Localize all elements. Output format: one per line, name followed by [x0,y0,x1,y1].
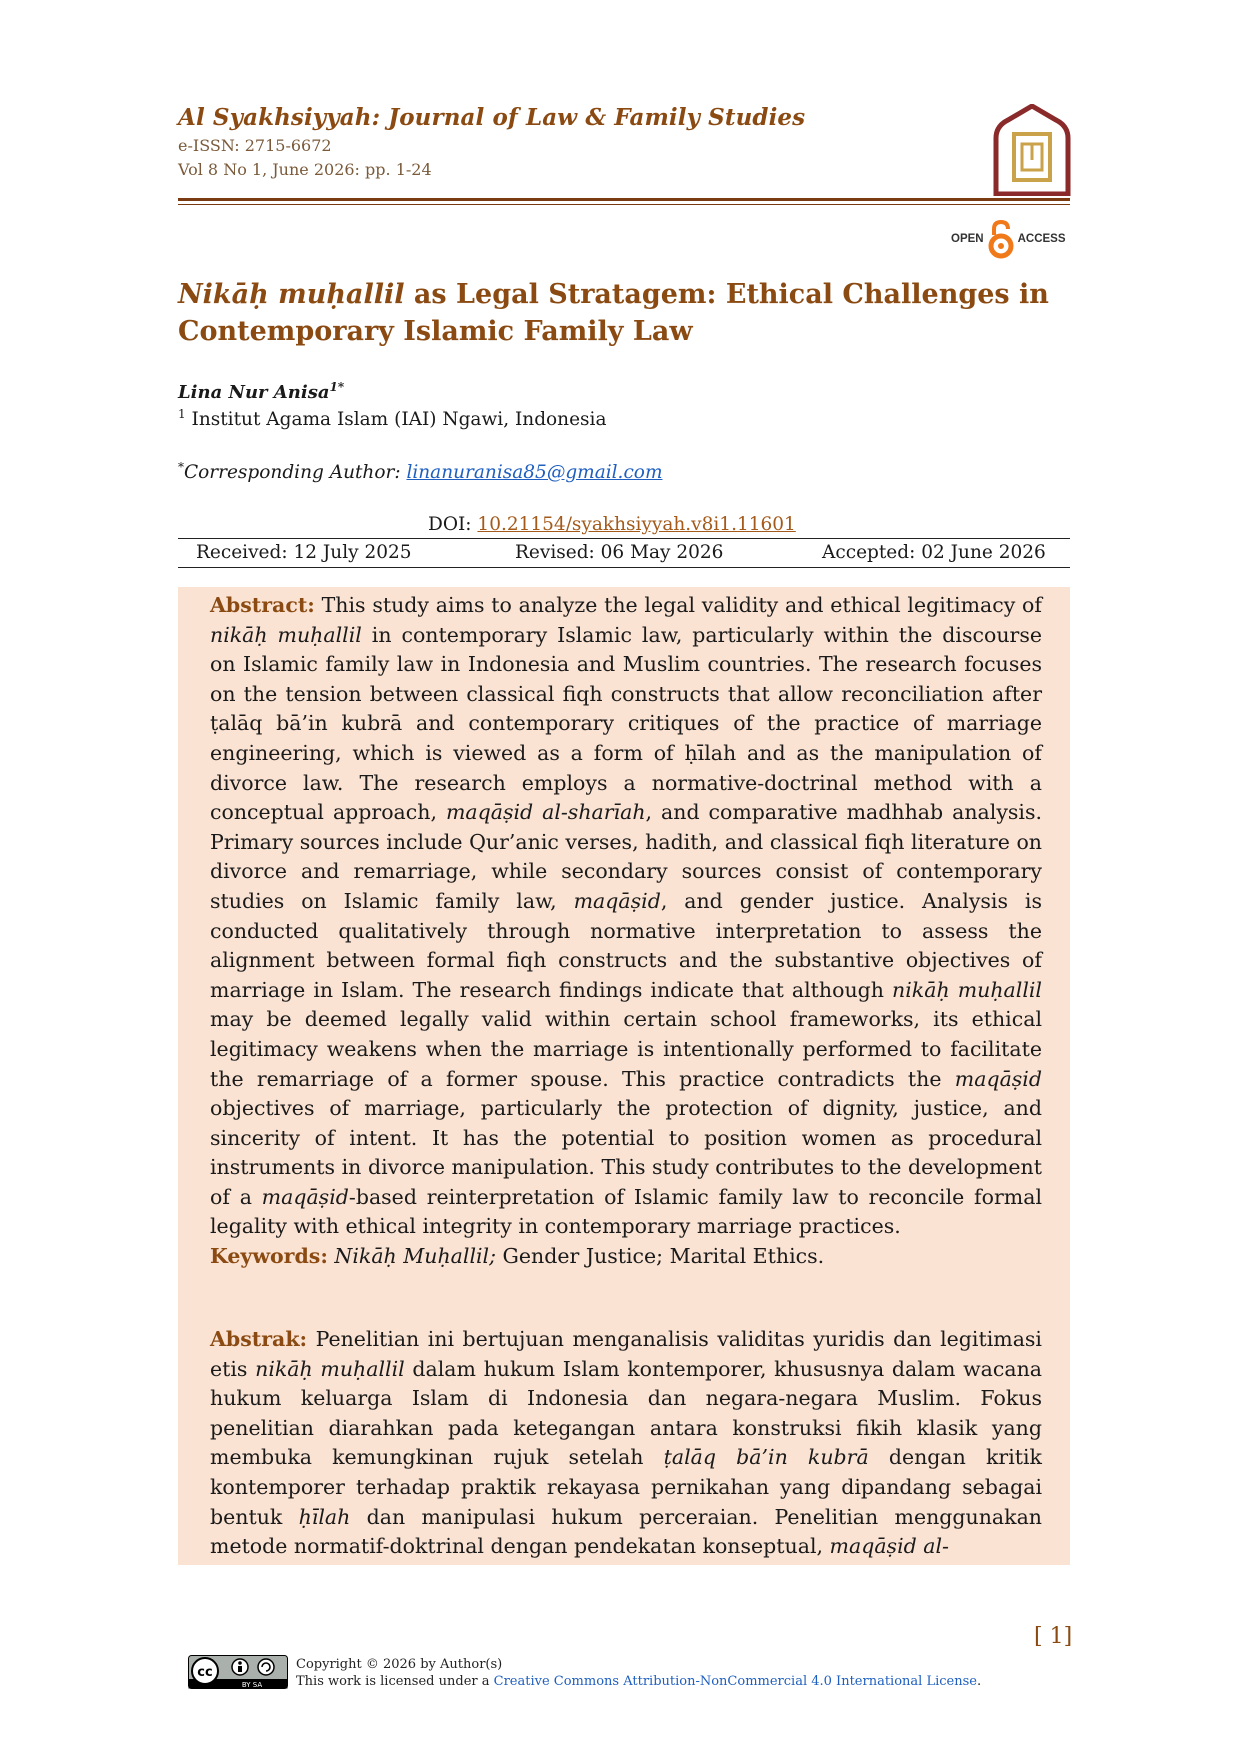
journal-title: Al Syakhsiyyah: Journal of Law & Family Studies [178,104,806,131]
keywords: Keywords: Nikāḥ Muḥallil; Gender Justice; Marital Ethics. [210,1244,825,1269]
corr-email-link[interactable]: linanuranisa85@gmail.com [406,462,663,484]
abstract-id: Abstrak: Penelitian ini bertujuan menganalisis validitas yuridis dan legitimasi etis nikāḥ muḥallil dalam hukum Islam kontemporer, khususnya dalam wacana hukum keluarga Islam di Indonesia dan negara-negara Muslim. Fokus penelitian diarahkan pada ketegangan antara konstruksi fikih klasik yang membuka kemungkinan rujuk setelah ṭalāq bā’in kubrā dengan kritik kontemporer terhadap praktik rekayasa pernikahan yang dipandang sebagai bentuk ḥīlah dan manipulasi hukum perceraian. Penelitian menggunakan metode normatif-doktrinal dengan pendekatan konseptual, maqāṣid al- [210,1327,1043,1559]
svg-text:cc: cc [197,1665,213,1680]
journal-volume: Vol 8 No 1, June 2026: pp. 1-24 [178,160,432,179]
abstract-label: Abstract: [210,593,315,617]
header-rule [178,198,1070,201]
title-line2: Contemporary Islamic Family Law [178,316,693,347]
article-title [178,276,1078,350]
affiliation: $^1$ Institut Agama Islam (IAI) Ngawi, Indonesia [178,407,607,431]
doi-line: DOI: 10.21154/syakhsiyyah.v8i1.11601 [428,514,796,535]
journal-logo-icon [992,104,1072,196]
copyright-notice [296,1656,981,1690]
dates-rule-bottom [178,567,1070,568]
header-rule-thin [178,204,1070,205]
open-access-left: OPEN [951,233,984,245]
cc-badge-text: BY SA [241,1681,263,1689]
license-line: This work is licensed under a Creative Commons Attribution-NonCommercial 4.0 International License. [296,1674,982,1689]
author-name: Lina Nur Anisa$^{1*}$ [178,380,345,403]
doi-link[interactable]: 10.21154/syakhsiyyah.v8i1.11601 [477,514,796,535]
abstrak-label: Abstrak: [210,1327,308,1351]
corresponding-author: *Corresponding Author: linanuranisa85@gmail.com [178,460,663,484]
date-accepted: Accepted: 02 June 2026 [822,542,1046,563]
dates-rule-top [178,538,1070,539]
title-italic: Nikāḥ muḥallil [178,279,405,310]
abstract-en: Abstract: This study aims to analyze the legal validity and ethical legitimacy of nikāḥ muḥallil in contemporary Islamic law, particularly within the discourse on Islamic family law in Indonesia and Muslim countries. The research focuses on the tension between classical fiqh constructs that allow reconciliation after ṭalāq bā’in kubrā and contemporary critiques of the practice of marriage engineering, which is viewed as a form of ḥīlah and as the manipulation of divorce law. The research employs a normative-doctrinal method with a conceptual approach, maqāṣid al-sharīah, and comparative madhhab analysis. Primary sources include Qur’anic verses, hadith, and classical fiqh literature on divorce and remarriage, while secondary sources consist of contemporary studies on Islamic family law, maqāṣid, and gender justice. Analysis is conducted qualitatively through normative interpretation to assess the alignment between formal fiqh constructs and the substantive objectives of marriage in Islam. The research findings indicate that although nikāḥ muḥallil may be deemed legally valid within certain school frameworks, its ethical legitimacy weakens when the marriage is intentionally performed to facilitate the remarriage of a former spouse. This practice contradicts the maqāṣid objectives of marriage, particularly the protection of dignity, justice, and sincerity of intent. It has the potential to position women as procedural instruments in divorce manipulation. This study contributes to the development of a maqāṣid-based reinterpretation of Islamic family law to reconcile formal legality with ethical integrity in contemporary marriage practices. Keywords: Nikāḥ Muḥallil; Gender Justice; Marital Ethics. [210,591,1042,1272]
open-access-badge [951,219,1066,259]
title-rest: as Legal Stratagem: Ethical Challenges in [404,279,1049,310]
open-access-right: ACCESS [1017,233,1066,245]
copyright-line: Copyright © 2026 by Author(s) [296,1657,503,1672]
journal-issn: e-ISSN: 2715-6672 [178,136,332,155]
open-lock-icon [986,219,1016,259]
date-revised: Revised: 06 May 2026 [515,542,724,563]
affil-sup: 1 [178,407,186,421]
keywords-label: Keywords: [210,1244,328,1269]
page-number: [ 1] [1034,1624,1073,1649]
license-link[interactable]: Creative Commons Attribution-NonCommercial 4.0 International License [493,1674,977,1689]
author-sup: 1* [329,380,345,394]
date-received: Received: 12 July 2025 [196,542,412,563]
cc-license-icon[interactable] [188,1655,288,1689]
